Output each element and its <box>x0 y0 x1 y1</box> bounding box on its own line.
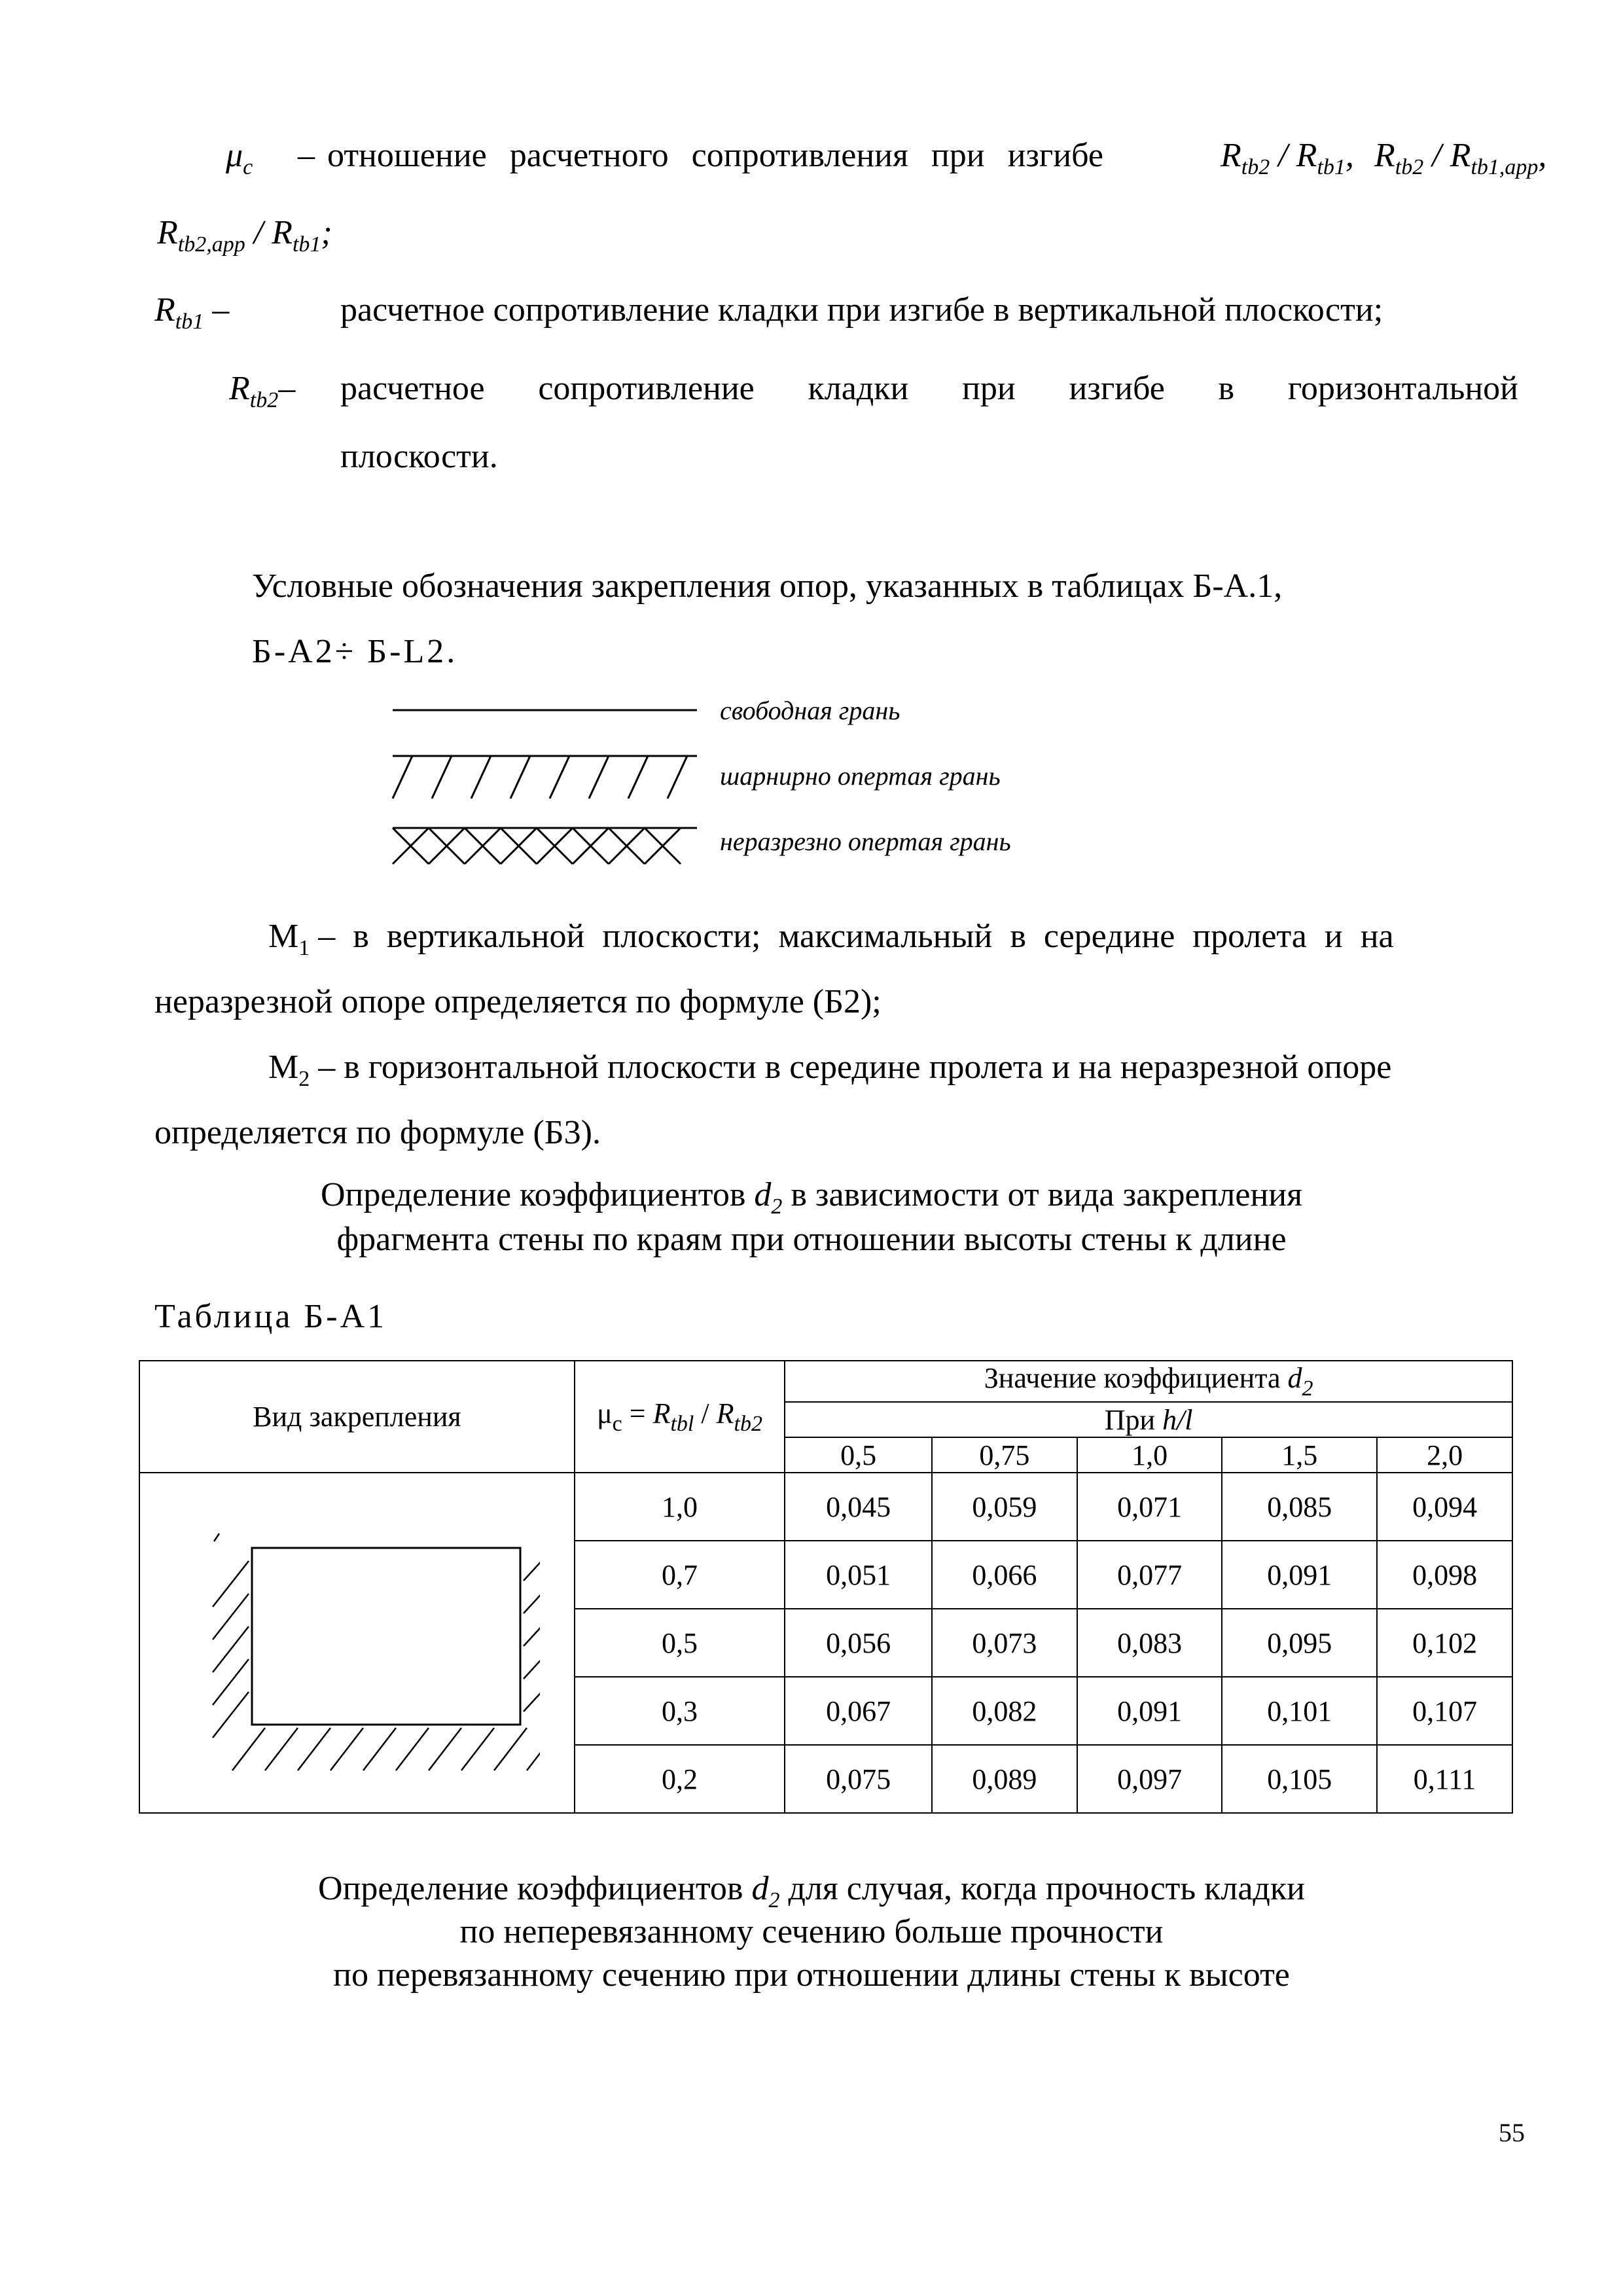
coef-value: 0,107 <box>1377 1677 1512 1745</box>
coef-value: 0,105 <box>1222 1745 1377 1813</box>
m1-line1: $М_1$ – в вертикальной плоскости; максимальный в середине пролета и на <box>268 918 1394 960</box>
mu-symbol: μ <box>226 137 243 174</box>
header-coef: Значение коэффициента $d_2$ <box>785 1361 1512 1402</box>
mu-definition-line1 <box>226 139 253 179</box>
coef-value: 0,097 <box>1077 1745 1222 1813</box>
mu-value: 0,2 <box>575 1745 785 1813</box>
m2-line2: определяется по формуле (Б3). <box>154 1114 601 1151</box>
coef-value: 0,089 <box>932 1745 1077 1813</box>
mu-dash: – <box>298 137 315 174</box>
coef-value: 0,075 <box>785 1745 932 1813</box>
caption1-line2: фрагмента стены по краям при отношении высоты стены к длине <box>336 1221 1287 1258</box>
mu-text: отношение расчетного сопротивления при изгибе <box>327 137 1103 174</box>
coef-value: 0,082 <box>932 1677 1077 1745</box>
mu-value: 0,5 <box>575 1609 785 1677</box>
coef-value: 0,059 <box>932 1473 1077 1541</box>
coef-value: 0,085 <box>1222 1473 1377 1541</box>
ratio-header: 1,5 <box>1222 1437 1377 1473</box>
coef-value: 0,073 <box>932 1609 1077 1677</box>
header-at: При h/l <box>785 1402 1512 1437</box>
coef-value: 0,091 <box>1077 1677 1222 1745</box>
m1-line2: неразрезной опоре определяется по формуле (Б2); <box>154 983 882 1020</box>
page-number: 55 <box>1499 2118 1525 2147</box>
ratio-header: 1,0 <box>1077 1437 1222 1473</box>
ratio-header: 2,0 <box>1377 1437 1512 1473</box>
coef-value: 0,102 <box>1377 1609 1512 1677</box>
legend-symbols <box>386 694 713 884</box>
mu-subscript: c <box>243 155 253 179</box>
coef-value: 0,066 <box>932 1541 1077 1609</box>
legend-intro-line1: Условные обозначения закрепления опор, указанных в таблицах Б-А.1, <box>252 567 1283 605</box>
coefficient-table <box>139 1360 1513 1814</box>
mu-value: 0,3 <box>575 1677 785 1745</box>
header-mu: $\mu_c = R_{tbl} / R_{tb2}$ <box>575 1361 785 1473</box>
fixing-diagram-cell <box>139 1473 575 1813</box>
table-label: Таблица Б-А1 <box>154 1298 387 1335</box>
rtb2-symbol: $R_{tb2}-$ <box>229 370 296 412</box>
coef-value: 0,095 <box>1222 1609 1377 1677</box>
mu-value: 0,7 <box>575 1541 785 1609</box>
coef-value: 0,083 <box>1077 1609 1222 1677</box>
ratio-2: $R_{tb2} / R_{tb1,app}$, <box>1374 137 1547 179</box>
coef-value: 0,101 <box>1222 1677 1377 1745</box>
caption1-line1: Определение коэффициентов $d_2$ в зависимости от вида закрепления <box>320 1176 1303 1219</box>
caption2-line3: по перевязанному сечению при отношении длины стены к высоте <box>333 1956 1290 1994</box>
three-side-hinged-diagram <box>173 1502 540 1777</box>
fixed-edge-symbol <box>393 828 697 864</box>
ratio-1: $R_{tb2} / R_{tb1}$, <box>1221 137 1354 179</box>
legend-intro-line2: Б-А2÷ Б-L2. <box>252 633 458 670</box>
coef-value: 0,077 <box>1077 1541 1222 1609</box>
mu-value: 1,0 <box>575 1473 785 1541</box>
coef-value: 0,111 <box>1377 1745 1512 1813</box>
coef-value: 0,045 <box>785 1473 932 1541</box>
ratio-3: $R_{tb2,app} / R_{tb1}$; <box>157 214 332 257</box>
header-fixing: Вид закрепления <box>139 1361 575 1473</box>
rtb2-text-line1: расчетное сопротивление кладки при изгибе в горизонтальной <box>340 370 1518 407</box>
free-edge-label: свободная грань <box>720 696 901 725</box>
coef-value: 0,051 <box>785 1541 932 1609</box>
coef-value: 0,056 <box>785 1609 932 1677</box>
hinged-edge-label: шарнирно опертая грань <box>720 761 1001 791</box>
rtb1-text: расчетное сопротивление кладки при изгибе в вертикальной плоскости; <box>340 291 1383 329</box>
coef-value: 0,071 <box>1077 1473 1222 1541</box>
ratio-header: 0,5 <box>785 1437 932 1473</box>
rtb2-text-line2: плоскости. <box>340 438 498 475</box>
m2-line1: $М_2$ – в горизонтальной плоскости в середине пролета и на неразрезной опоре <box>268 1049 1392 1091</box>
table-row <box>139 1473 1512 1541</box>
coef-value: 0,094 <box>1377 1473 1512 1541</box>
hinged-edge-symbol <box>393 756 697 798</box>
coef-value: 0,067 <box>785 1677 932 1745</box>
coef-value: 0,091 <box>1222 1541 1377 1609</box>
coef-value: 0,098 <box>1377 1541 1512 1609</box>
ratio-header: 0,75 <box>932 1437 1077 1473</box>
fixed-edge-label: неразрезно опертая грань <box>720 827 1011 856</box>
rtb1-symbol: $R_{tb1}$ – <box>154 291 230 334</box>
caption2-line2: по неперевязанному сечению больше прочности <box>459 1913 1164 1950</box>
caption2-line1: Определение коэффициентов $d_2$ для случая, когда прочность кладки <box>318 1870 1305 1912</box>
